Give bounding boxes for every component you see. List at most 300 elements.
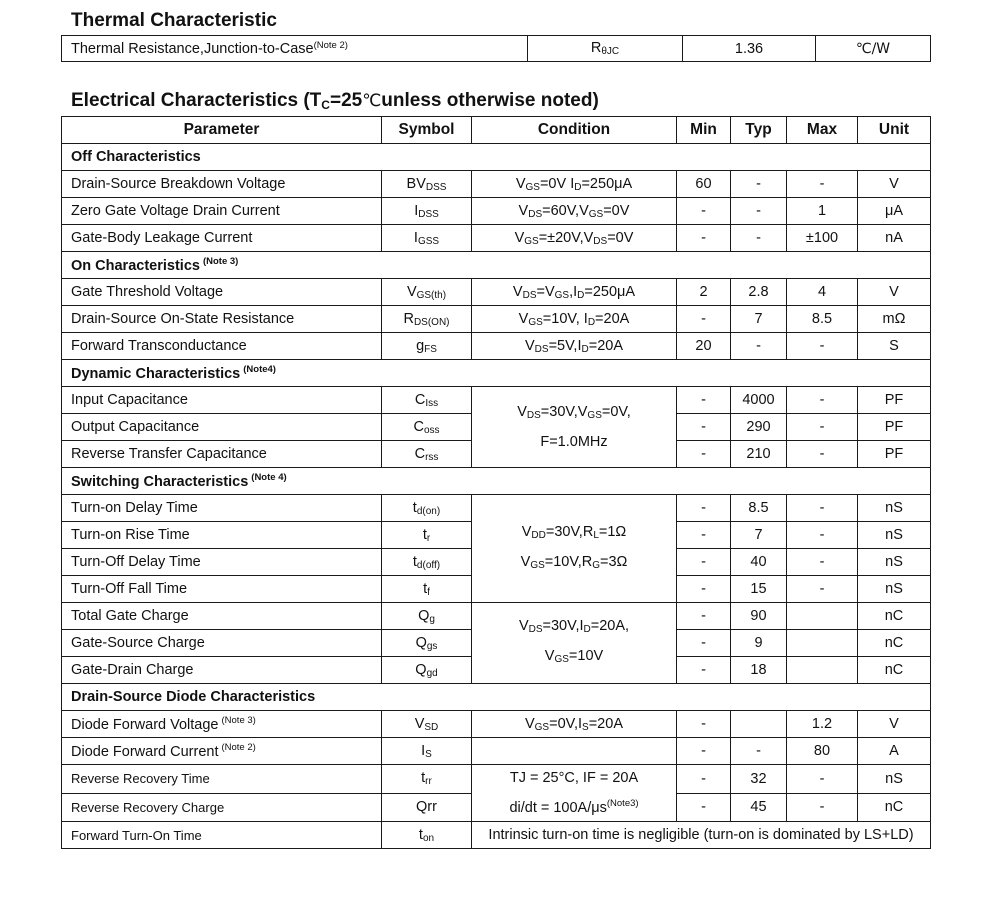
symbol-main: t [422, 526, 427, 543]
unit-cell: nS [858, 549, 931, 576]
cond-sub: DD [531, 529, 546, 541]
cond-part: =0V,I [549, 715, 583, 732]
table-row [62, 711, 931, 738]
section-diode [62, 684, 931, 711]
symbol-sub: DS(ON) [413, 316, 450, 328]
cond-part: =0V [603, 202, 630, 219]
cond-part: V [520, 553, 531, 570]
condition-cell [472, 387, 677, 468]
degree-symbol: ℃ [362, 91, 382, 111]
header-max: Max [787, 117, 858, 144]
cond-sub: D [587, 316, 596, 328]
symbol-sub: SD [424, 721, 439, 733]
cond-sub: DS [526, 410, 541, 421]
param-cell: Turn-on Rise Time [62, 522, 382, 549]
max-cell: - [787, 414, 858, 441]
section-off [62, 144, 931, 171]
max-cell: 1.2 [787, 711, 858, 738]
param-cell: Forward Turn-On Time [62, 822, 382, 849]
symbol-cell [382, 198, 472, 225]
param-cell: Reverse Recovery Charge [62, 793, 382, 822]
param-cell: Drain-Source Breakdown Voltage [62, 171, 382, 198]
header-parameter: Parameter [62, 117, 382, 144]
cond-part: =250μA [581, 175, 633, 192]
note-ref: (Note 2) [313, 40, 348, 51]
cond-part: =20A [595, 310, 630, 327]
cond-part: V [521, 523, 532, 540]
symbol-cell [382, 822, 472, 849]
section-row [62, 144, 931, 171]
cond-line: F=1.0MHz [540, 434, 608, 450]
cond-part: V [517, 404, 527, 420]
param-cell: Reverse Transfer Capacitance [62, 441, 382, 468]
cond-sub: GS [524, 235, 539, 247]
table-row [62, 333, 931, 360]
typ-cell: 2.8 [731, 279, 787, 306]
cond-part: =0V, [601, 404, 631, 420]
symbol-main: t [421, 770, 426, 787]
cond-part: V [518, 618, 529, 634]
title-suffix: unless otherwise noted) [381, 90, 599, 111]
condition-cell [472, 738, 677, 765]
cond-part: =5V,I [548, 337, 582, 354]
table-row [62, 738, 931, 765]
symbol-cell [528, 36, 683, 62]
unit-cell: mΩ [858, 306, 931, 333]
unit-cell: nC [858, 793, 931, 822]
table-row [62, 495, 931, 522]
min-cell: - [677, 765, 731, 794]
table-row [62, 765, 931, 794]
min-cell: 60 [677, 171, 731, 198]
typ-cell: 7 [731, 522, 787, 549]
symbol-cell [382, 603, 472, 630]
unit-cell: ℃/W [816, 36, 931, 62]
section-label: Off Characteristics [71, 149, 201, 165]
max-cell: ±100 [787, 225, 858, 252]
condition-cell [472, 279, 677, 306]
symbol-cell [382, 414, 472, 441]
symbol-main: I [414, 202, 419, 219]
max-cell: - [787, 333, 858, 360]
param-cell: Reverse Recovery Time [62, 765, 382, 794]
unit-cell: nS [858, 495, 931, 522]
condition-cell [472, 306, 677, 333]
table-row [62, 387, 931, 414]
symbol-sub: DSS [418, 208, 439, 220]
thermal-title: Thermal Characteristic [71, 10, 277, 31]
cond-part: =30V,V [540, 404, 588, 420]
min-cell: - [677, 549, 731, 576]
symbol-main: R [403, 310, 414, 327]
cond-sub: DS [528, 624, 543, 635]
symbol-cell [382, 171, 472, 198]
symbol-cell [382, 793, 472, 822]
min-cell: - [677, 306, 731, 333]
typ-cell: - [731, 225, 787, 252]
cond-part: V [515, 175, 526, 192]
unit-cell: μA [858, 198, 931, 225]
param-cell [62, 738, 382, 765]
section-row [62, 360, 931, 387]
section-on [62, 252, 931, 279]
symbol-cell [382, 657, 472, 684]
max-cell: 1 [787, 198, 858, 225]
symbol-main: I [421, 742, 426, 759]
symbol-cell [382, 333, 472, 360]
table-row [62, 822, 931, 849]
symbol-sub: g [429, 613, 435, 625]
value-cell: 1.36 [683, 36, 816, 62]
condition-cell [472, 711, 677, 738]
cond-part: V [524, 715, 535, 732]
param-cell: Gate-Drain Charge [62, 657, 382, 684]
cond-part: =30V,I [542, 618, 584, 634]
max-cell: - [787, 495, 858, 522]
min-cell: - [677, 630, 731, 657]
param-cell [62, 711, 382, 738]
unit-cell: PF [858, 387, 931, 414]
typ-cell: 15 [731, 576, 787, 603]
cond-sub: DS [522, 289, 537, 301]
cond-part: =10V [568, 648, 604, 664]
condition-cell [472, 603, 677, 684]
section-row [62, 468, 931, 495]
cond-part: =3Ω [599, 553, 628, 570]
param-cell: Turn-Off Delay Time [62, 549, 382, 576]
typ-cell: 32 [731, 765, 787, 794]
unit-cell: nS [858, 576, 931, 603]
cond-part: =1Ω [598, 523, 627, 540]
unit-cell: nC [858, 603, 931, 630]
section-label: Drain-Source Diode Characteristics [71, 689, 316, 705]
cond-part: =30V,R [545, 523, 594, 540]
section-switching [62, 468, 931, 495]
section-label: On Characteristics [71, 258, 200, 274]
table-row [62, 306, 931, 333]
symbol-cell [382, 765, 472, 794]
max-cell [787, 603, 858, 630]
symbol-main: Q [415, 634, 427, 651]
cond-sub: D [574, 181, 582, 193]
symbol-sub: gs [426, 640, 438, 652]
symbol-main: V [414, 715, 425, 732]
param-cell: Input Capacitance [62, 387, 382, 414]
cond-line [472, 549, 676, 579]
unit-cell: S [858, 333, 931, 360]
symbol-main: V [406, 283, 417, 300]
symbol-sub: oss [423, 424, 440, 436]
symbol-cell [382, 441, 472, 468]
symbol-main: t [412, 553, 417, 570]
symbol-cell [382, 495, 472, 522]
max-cell: - [787, 765, 858, 794]
typ-cell: 90 [731, 603, 787, 630]
header-condition: Condition [472, 117, 677, 144]
cond-line [472, 613, 676, 643]
typ-cell: - [731, 198, 787, 225]
note-ref: (Note3) [606, 798, 639, 809]
typ-cell: 18 [731, 657, 787, 684]
min-cell: - [677, 576, 731, 603]
param-cell: Total Gate Charge [62, 603, 382, 630]
cond-line [472, 643, 676, 673]
symbol-main: t [412, 499, 417, 516]
param-cell: Turn-on Delay Time [62, 495, 382, 522]
unit-cell: A [858, 738, 931, 765]
note-ref: (Note 3) [202, 256, 239, 267]
cond-line: TJ = 25°C, IF = 20A [509, 770, 639, 786]
table-row [62, 603, 931, 630]
electrical-table [61, 116, 931, 849]
symbol-main: C [414, 391, 426, 408]
table-row [62, 279, 931, 306]
max-cell: - [787, 549, 858, 576]
max-cell: - [787, 793, 858, 822]
cond-part: V [514, 229, 525, 246]
cond-sub: DS [528, 208, 543, 220]
cond-part: V [518, 310, 529, 327]
typ-cell [731, 711, 787, 738]
section-dynamic [62, 360, 931, 387]
min-cell: - [677, 522, 731, 549]
max-cell: 4 [787, 279, 858, 306]
section-label: Switching Characteristics [71, 474, 249, 490]
header-typ: Typ [731, 117, 787, 144]
note-ref: (Note 4) [251, 472, 287, 483]
symbol-cell [382, 549, 472, 576]
symbol-main: R [590, 40, 602, 56]
electrical-title [71, 90, 599, 112]
max-cell: - [787, 522, 858, 549]
unit-cell: PF [858, 441, 931, 468]
condition-cell: Intrinsic turn-on time is negligible (turn-on is dominated by LS+LD) [472, 822, 931, 849]
unit-cell: nC [858, 657, 931, 684]
symbol-sub: S [425, 748, 432, 760]
symbol-main: Q [415, 661, 427, 678]
cond-part: =0V I [539, 175, 575, 192]
unit-cell: nS [858, 765, 931, 794]
header-min: Min [677, 117, 731, 144]
table-row [62, 225, 931, 252]
symbol-cell [382, 387, 472, 414]
cond-sub: GS [525, 181, 540, 193]
symbol-sub: d(on) [416, 505, 441, 517]
param-cell: Gate-Body Leakage Current [62, 225, 382, 252]
symbol-sub: DSS [425, 181, 447, 193]
title-sub: C [321, 98, 330, 112]
symbol-sub: r [426, 532, 431, 544]
symbol-cell [382, 522, 472, 549]
typ-cell: - [731, 333, 787, 360]
symbol-sub: θJC [601, 46, 620, 57]
cond-part: V [512, 283, 523, 300]
param-text: Thermal Resistance,Junction-to-Case [71, 41, 314, 57]
condition-cell [472, 333, 677, 360]
cond-part: =10V, I [542, 310, 588, 327]
min-cell: - [677, 793, 731, 822]
min-cell: - [677, 414, 731, 441]
condition-cell [472, 198, 677, 225]
condition-cell [472, 495, 677, 603]
header-unit: Unit [858, 117, 931, 144]
cond-part: =20A [588, 715, 623, 732]
typ-cell: 7 [731, 306, 787, 333]
max-cell [787, 657, 858, 684]
symbol-sub: d(off) [416, 559, 441, 571]
table-row [62, 36, 931, 62]
section-row [62, 252, 931, 279]
section-label: Dynamic Characteristics [71, 366, 241, 382]
symbol-main: g [416, 337, 425, 354]
max-cell [787, 630, 858, 657]
cond-part: =20A, [590, 618, 630, 634]
typ-cell: 40 [731, 549, 787, 576]
cond-sub: GS [534, 721, 550, 733]
cond-line [472, 519, 676, 549]
header-symbol: Symbol [382, 117, 472, 144]
symbol-main: C [413, 418, 424, 435]
min-cell: - [677, 603, 731, 630]
param-cell: Gate Threshold Voltage [62, 279, 382, 306]
symbol-main: I [413, 229, 418, 246]
cond-sub: GS [530, 559, 545, 571]
unit-cell: nA [858, 225, 931, 252]
cond-sub: GS [554, 289, 570, 301]
min-cell: 20 [677, 333, 731, 360]
cond-part: V [518, 202, 529, 219]
symbol-cell [382, 711, 472, 738]
cond-sub: S [582, 721, 589, 733]
note-ref: (Note 2) [221, 742, 256, 753]
max-cell: - [787, 387, 858, 414]
cond-sub: GS [587, 410, 602, 421]
cond-part: V [544, 648, 555, 664]
cond-line [472, 791, 676, 821]
unit-cell: V [858, 171, 931, 198]
unit-cell: PF [858, 414, 931, 441]
typ-cell: - [731, 738, 787, 765]
condition-cell [472, 225, 677, 252]
unit-cell: V [858, 711, 931, 738]
min-cell: - [677, 711, 731, 738]
typ-cell: 4000 [731, 387, 787, 414]
symbol-main: Qrr [416, 799, 437, 816]
cond-sub: D [583, 624, 591, 635]
min-cell: 2 [677, 279, 731, 306]
max-cell: 80 [787, 738, 858, 765]
cond-part: =60V,V [542, 202, 589, 219]
symbol-sub: GS(th) [416, 289, 447, 301]
cond-part: =20A [588, 337, 624, 354]
param-text: Diode Forward Current [71, 744, 219, 760]
cond-part: =250μA [584, 283, 636, 300]
symbol-cell [382, 306, 472, 333]
cond-part: ,I [569, 283, 578, 300]
note-ref: (Note 3) [221, 715, 256, 726]
unit-cell: V [858, 279, 931, 306]
unit-cell: nC [858, 630, 931, 657]
cond-sub: G [592, 559, 600, 571]
max-cell: - [787, 171, 858, 198]
section-row [62, 684, 931, 711]
param-cell [62, 36, 528, 62]
min-cell: - [677, 198, 731, 225]
symbol-main: Q [418, 607, 430, 624]
param-cell: Forward Transconductance [62, 333, 382, 360]
cond-sub: D [577, 289, 585, 301]
table-row [62, 171, 931, 198]
cond-part: =10V,R [544, 553, 593, 570]
min-cell: - [677, 738, 731, 765]
title-prefix: Electrical Characteristics (T [71, 90, 322, 111]
symbol-main: C [414, 445, 426, 462]
title-mid: =25 [329, 90, 363, 111]
table-row [62, 198, 931, 225]
symbol-sub: rss [425, 451, 439, 463]
cond-line [472, 399, 676, 429]
thermal-table [61, 35, 931, 62]
max-cell: 8.5 [787, 306, 858, 333]
symbol-sub: f [427, 586, 430, 598]
symbol-main: t [423, 580, 428, 597]
cond-sub: L [593, 529, 599, 541]
symbol-main: t [418, 826, 423, 843]
condition-cell [472, 171, 677, 198]
symbol-sub: on [422, 832, 435, 844]
cond-part: di/dt = 100A/μs [509, 800, 607, 816]
typ-cell: 45 [731, 793, 787, 822]
symbol-sub: rr [425, 776, 432, 788]
symbol-cell [382, 630, 472, 657]
symbol-sub: Iss [425, 397, 439, 409]
cond-sub: GS [554, 654, 569, 665]
cond-sub: DS [593, 235, 608, 247]
cond-sub: GS [528, 316, 543, 328]
max-cell: - [787, 441, 858, 468]
symbol-sub: gd [426, 667, 438, 679]
min-cell: - [677, 441, 731, 468]
param-cell: Drain-Source On-State Resistance [62, 306, 382, 333]
typ-cell: 8.5 [731, 495, 787, 522]
cond-sub: DS [534, 343, 549, 355]
condition-cell [472, 765, 677, 822]
typ-cell: 210 [731, 441, 787, 468]
param-text: Diode Forward Voltage [71, 717, 219, 733]
param-cell: Output Capacitance [62, 414, 382, 441]
param-cell: Zero Gate Voltage Drain Current [62, 198, 382, 225]
min-cell: - [677, 495, 731, 522]
header-row [62, 117, 931, 144]
cond-part: =±20V,V [538, 229, 594, 246]
cond-sub: GS [588, 208, 604, 220]
symbol-cell [382, 738, 472, 765]
min-cell: - [677, 657, 731, 684]
min-cell: - [677, 387, 731, 414]
note-ref: (Note4) [243, 364, 276, 375]
typ-cell: - [731, 171, 787, 198]
symbol-cell [382, 576, 472, 603]
typ-cell: 290 [731, 414, 787, 441]
cond-part: V [524, 337, 535, 354]
param-cell: Gate-Source Charge [62, 630, 382, 657]
typ-cell: 9 [731, 630, 787, 657]
cond-part: =V [536, 283, 555, 300]
param-cell: Turn-Off Fall Time [62, 576, 382, 603]
max-cell: - [787, 576, 858, 603]
min-cell: - [677, 225, 731, 252]
cond-part: =0V [607, 229, 634, 246]
